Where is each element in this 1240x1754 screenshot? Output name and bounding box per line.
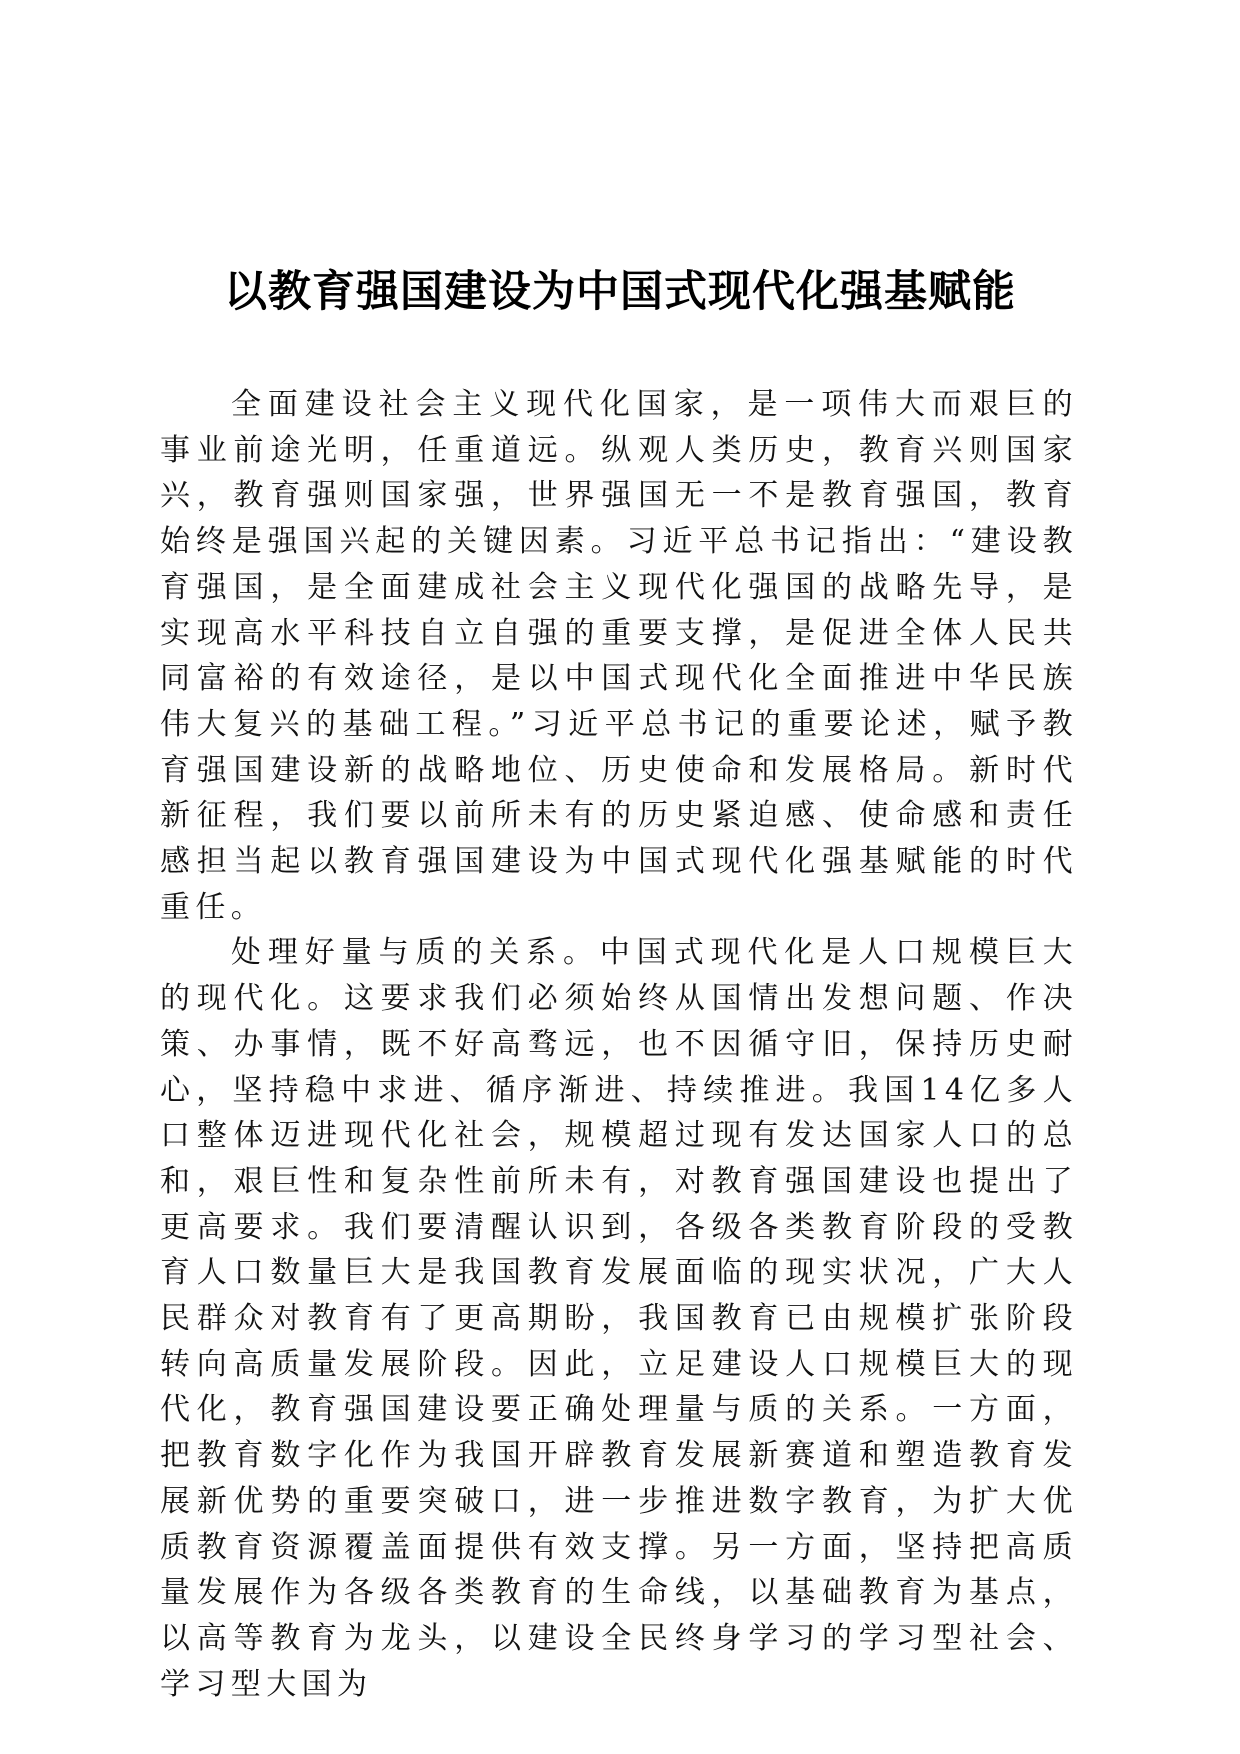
document-title: 以教育强国建设为中国式现代化强基赋能 xyxy=(224,267,1016,317)
document-body xyxy=(160,382,1078,1707)
body-paragraph-2: 处理好量与质的关系。中国式现代化是人口规模巨大的现代化。这要求我们必须始终从国情出发想问题、作决策、办事情，既不好高骛远，也不因循守旧，保持历史耐心，坚持稳中求进、循序渐进、持续推进。我国14亿多人口整体迈进现代化社会，规模超过现有发达国家人口的总和，艰巨性和复杂性前所未有，对教育强国建设也提出了更高要求。我们要清醒认识到，各级各类教育阶段的受教育人口数量巨大是我国教育发展面临的现实状况，广大人民群众对教育有了更高期盼，我国教育已由规模扩张阶段转向高质量发展阶段。因此，立足建设人口规模巨大的现代化，教育强国建设要正确处理量与质的关系。一方面，把教育数字化作为我国开辟教育发展新赛道和塑造教育发展新优势的重要突破口，进一步推进数字教育，为扩大优质教育资源覆盖面提供有效支撑。另一方面，坚持把高质量发展作为各级各类教育的生命线，以基础教育为基点，以高等教育为龙头，以建设全民终身学习的学习型社会、学习型大国为 xyxy=(160,935,1078,1702)
body-paragraph-1: 全面建设社会主义现代化国家，是一项伟大而艰巨的事业前途光明，任重道远。纵观人类历史，教育兴则国家兴，教育强则国家强，世界强国无一不是教育强国，教育始终是强国兴起的关键因素。习近平总书记指出：“建设教育强国，是全面建成社会主义现代化强国的战略先导，是实现高水平科技自立自强的重要支撑，是促进全体人民共同富裕的有效途径，是以中国式现代化全面推进中华民族伟大复兴的基础工程。”习近平总书记的重要论述，赋予教育强国建设新的战略地位、历史使命和发展格局。新时代新征程，我们要以前所未有的历史紧迫感、使命感和责任感担当起以教育强国建设为中国式现代化强基赋能的时代重任。 xyxy=(160,387,1078,925)
